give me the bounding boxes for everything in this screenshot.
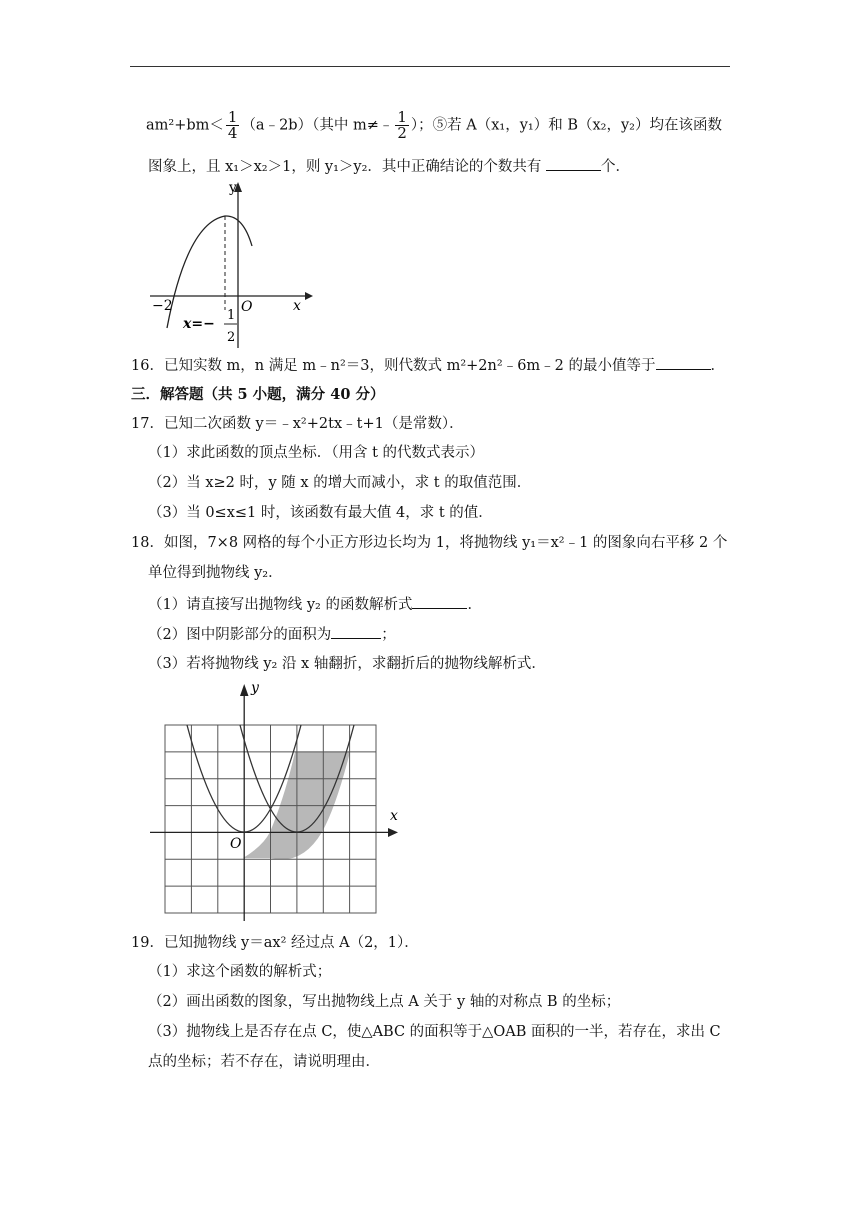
q15-parabola-graph	[145, 178, 315, 350]
q18-grid-graph	[150, 678, 410, 923]
q18-part3: （3）若将抛物线 y₂ 沿 x 轴翻折，求翻折后的抛物线解析式．	[148, 656, 546, 672]
item4-expr: am²+bm＜	[146, 117, 224, 134]
origin-label: O	[230, 836, 242, 852]
q18-part1: （1）请直接写出抛物线 y₂ 的函数解析式 ．	[148, 594, 482, 615]
item5-text: ⑤若 A（x₁，y₁）和 B（x₂，y₂）均在该函数	[432, 117, 722, 134]
q18-part2: （2）图中阴影部分的面积为 ；	[148, 624, 396, 645]
q18-stem-line2: 单位得到抛物线 y₂．	[148, 565, 283, 581]
neg2-label: −2	[152, 298, 173, 314]
fraction-half: $\frac{1}{2}$	[397, 108, 407, 142]
axis-of-symmetry-label: x=−	[183, 316, 215, 332]
x-axis-label: x	[293, 298, 301, 314]
answer-blank[interactable]	[546, 156, 601, 171]
fraction-quarter: $\frac{1}{4}$	[227, 108, 238, 142]
q15-line2: 图象上，且 x₁＞x₂＞1，则 y₁＞y₂．其中正确结论的个数共有 个．	[148, 156, 630, 177]
answer-blank[interactable]	[331, 624, 381, 639]
q17-part1: （1）求此函数的顶点坐标．（用含 t 的代数式表示）	[148, 445, 485, 461]
svg-text:2: 2	[227, 330, 236, 345]
q15-item4-line: am²+bm＜ $\frac{1}{4}$ （a﹣2b）（其中 m≠﹣ $\frac{1}{2}$ ）；⑤若 A（x₁，y₁）和 B（x₂，y₂）均在该函数	[146, 108, 722, 142]
section-heading: 三．解答题（共 5 小题，满分 40 分）	[131, 386, 385, 403]
q17-part2: （2）当 x≥2 时，y 随 x 的增大而减小，求 t 的取值范围．	[148, 475, 532, 491]
answer-blank[interactable]	[656, 355, 711, 370]
origin-label: O	[241, 299, 253, 315]
header-rule	[130, 66, 730, 67]
q18-stem-line1: 18．如图，7×8 网格的每个小正方形边长均为 1，将抛物线 y₁＝x²﹣1 的图象向右平移 2 个	[131, 535, 728, 551]
y-axis-label: y	[251, 680, 259, 696]
q19-part3-line2: 点的坐标；若不存在，请说明理由．	[148, 1054, 380, 1070]
answer-blank[interactable]	[412, 594, 467, 609]
q16-line: 16．已知实数 m，n 满足 m﹣n²＝3，则代数式 m²+2n²﹣6m﹣2 的最小值等于 ．	[131, 355, 725, 376]
q19-part3-line1: （3）抛物线上是否存在点 C，使△ABC 的面积等于△OAB 面积的一半，若存在，求出 C	[148, 1024, 721, 1040]
item4-tail: （a﹣2b）（其中 m≠﹣	[241, 117, 394, 134]
q19-part1: （1）求这个函数的解析式；	[148, 964, 332, 980]
x-axis-label: x	[390, 808, 398, 824]
svg-text:1: 1	[227, 308, 236, 323]
y-axis-label: y	[229, 180, 237, 196]
q17-part3: （3）当 0≤x≤1 时，该函数有最大值 4，求 t 的值．	[148, 505, 493, 521]
q19-stem: 19．已知抛物线 y＝ax² 经过点 A（2，1）．	[131, 935, 419, 951]
q17-stem: 17．已知二次函数 y＝﹣x²+2tx﹣t+1（是常数）．	[131, 416, 464, 432]
q19-part2: （2）画出函数的图象，写出抛物线上点 A 关于 y 轴的对称点 B 的坐标；	[148, 994, 621, 1010]
